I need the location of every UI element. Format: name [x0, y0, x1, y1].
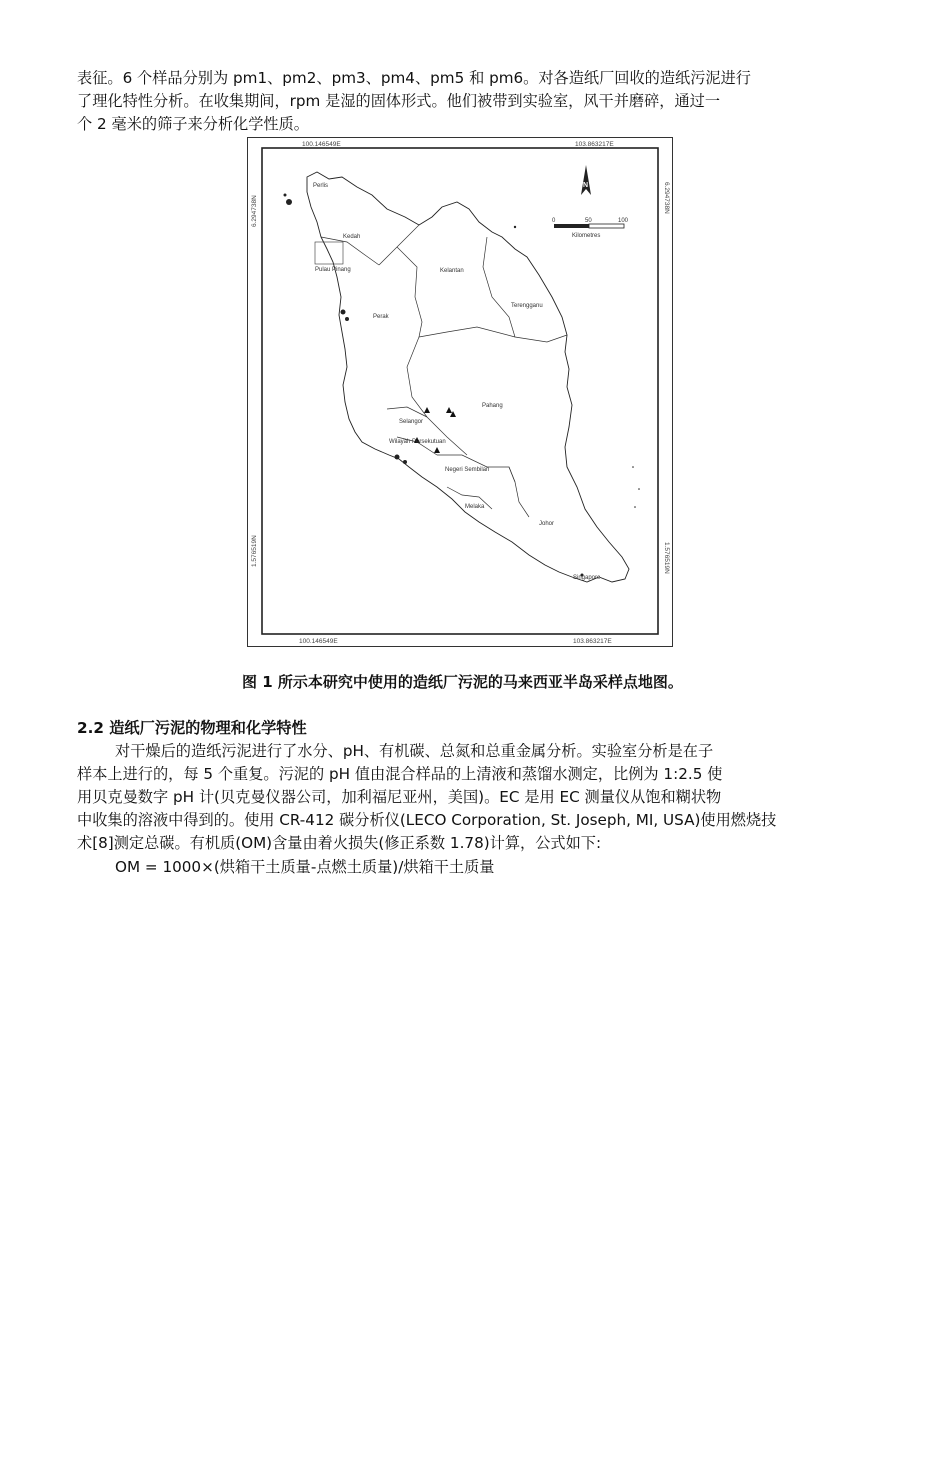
section-line-5: 术[8]测定总碳。有机质(OM)含量由着火损失(修正系数 1.78)计算，公式如下:	[77, 834, 602, 852]
coord-left-top: 6.294738N	[251, 195, 258, 227]
label-perak: Perak	[373, 314, 389, 320]
label-negeri-sembilan: Negeri Sembilan	[445, 467, 490, 473]
formula-line: OM = 1000×(烘箱干土质量-点燃土质量)/烘箱干土质量	[115, 858, 495, 876]
section-line-3: 用贝克曼数字 pH 计(贝克曼仪器公司，加利福尼亚州，美国)。EC 是用 EC 测量仪从饱和糊状物	[77, 788, 722, 806]
coord-bottom-left: 100.146549E	[299, 638, 338, 645]
label-pahang: Pahang	[482, 403, 503, 409]
figure-caption: 图 1 所示本研究中使用的造纸厂污泥的马来西亚半岛采样点地图。	[242, 673, 683, 691]
coord-top-right: 103.863217E	[575, 141, 614, 148]
coord-left-bottom: 1.576519N	[251, 535, 258, 567]
label-johor: Johor	[539, 521, 555, 527]
label-perlis: Perlis	[313, 183, 329, 189]
scale-tick-50: 50	[585, 218, 592, 224]
map-svg	[247, 137, 673, 647]
intro-line-2: 了理化特性分析。在收集期间，rpm 是湿的固体形式。他们被带到实验室，风干并磨碎，通过一	[77, 92, 721, 110]
scale-unit: Kilometres	[572, 233, 601, 239]
coord-top-left: 100.146549E	[302, 141, 341, 148]
section-line-1: 对干燥后的造纸污泥进行了水分、pH、有机碳、总氮和总重金属分析。实验室分析是在子	[115, 742, 714, 760]
coord-bottom-right: 103.863217E	[573, 638, 612, 645]
label-melaka: Melaka	[465, 504, 485, 510]
scale-tick-0: 0	[552, 218, 556, 224]
label-pulau-pinang: Pulau Pinang	[315, 267, 351, 273]
label-terengganu: Terengganu	[511, 303, 543, 309]
coord-right-top: 6.294738N	[663, 182, 670, 214]
label-kelantan: Kelantan	[440, 268, 464, 274]
intro-line-1: 表征。6 个样品分别为 pm1、pm2、pm3、pm4、pm5 和 pm6。对各造纸厂回收的造纸污泥进行	[77, 69, 751, 87]
label-wilayah: Wilayah Persekutuan	[389, 439, 446, 445]
section-line-2: 样本上进行的，每 5 个重复。污泥的 pH 值由混合样品的上清液和蒸馏水测定，比例为 1:2.5 使	[77, 765, 723, 783]
label-selangor: Selangor	[399, 419, 424, 425]
label-singapore: Singapore	[573, 575, 601, 581]
scale-tick-100: 100	[618, 218, 629, 224]
coord-right-bottom: 1.576519N	[663, 542, 670, 574]
figure-map	[247, 137, 673, 647]
label-kedah: Kedah	[343, 234, 361, 240]
section-line-4: 中收集的溶液中得到的。使用 CR-412 碳分析仪(LECO Corporation, St. Joseph, MI, USA)使用燃烧技	[77, 811, 777, 829]
section-heading: 2.2 造纸厂污泥的物理和化学特性	[77, 719, 307, 737]
intro-line-3: 个 2 毫米的筛子来分析化学性质。	[77, 115, 309, 133]
north-label: N	[583, 182, 589, 189]
